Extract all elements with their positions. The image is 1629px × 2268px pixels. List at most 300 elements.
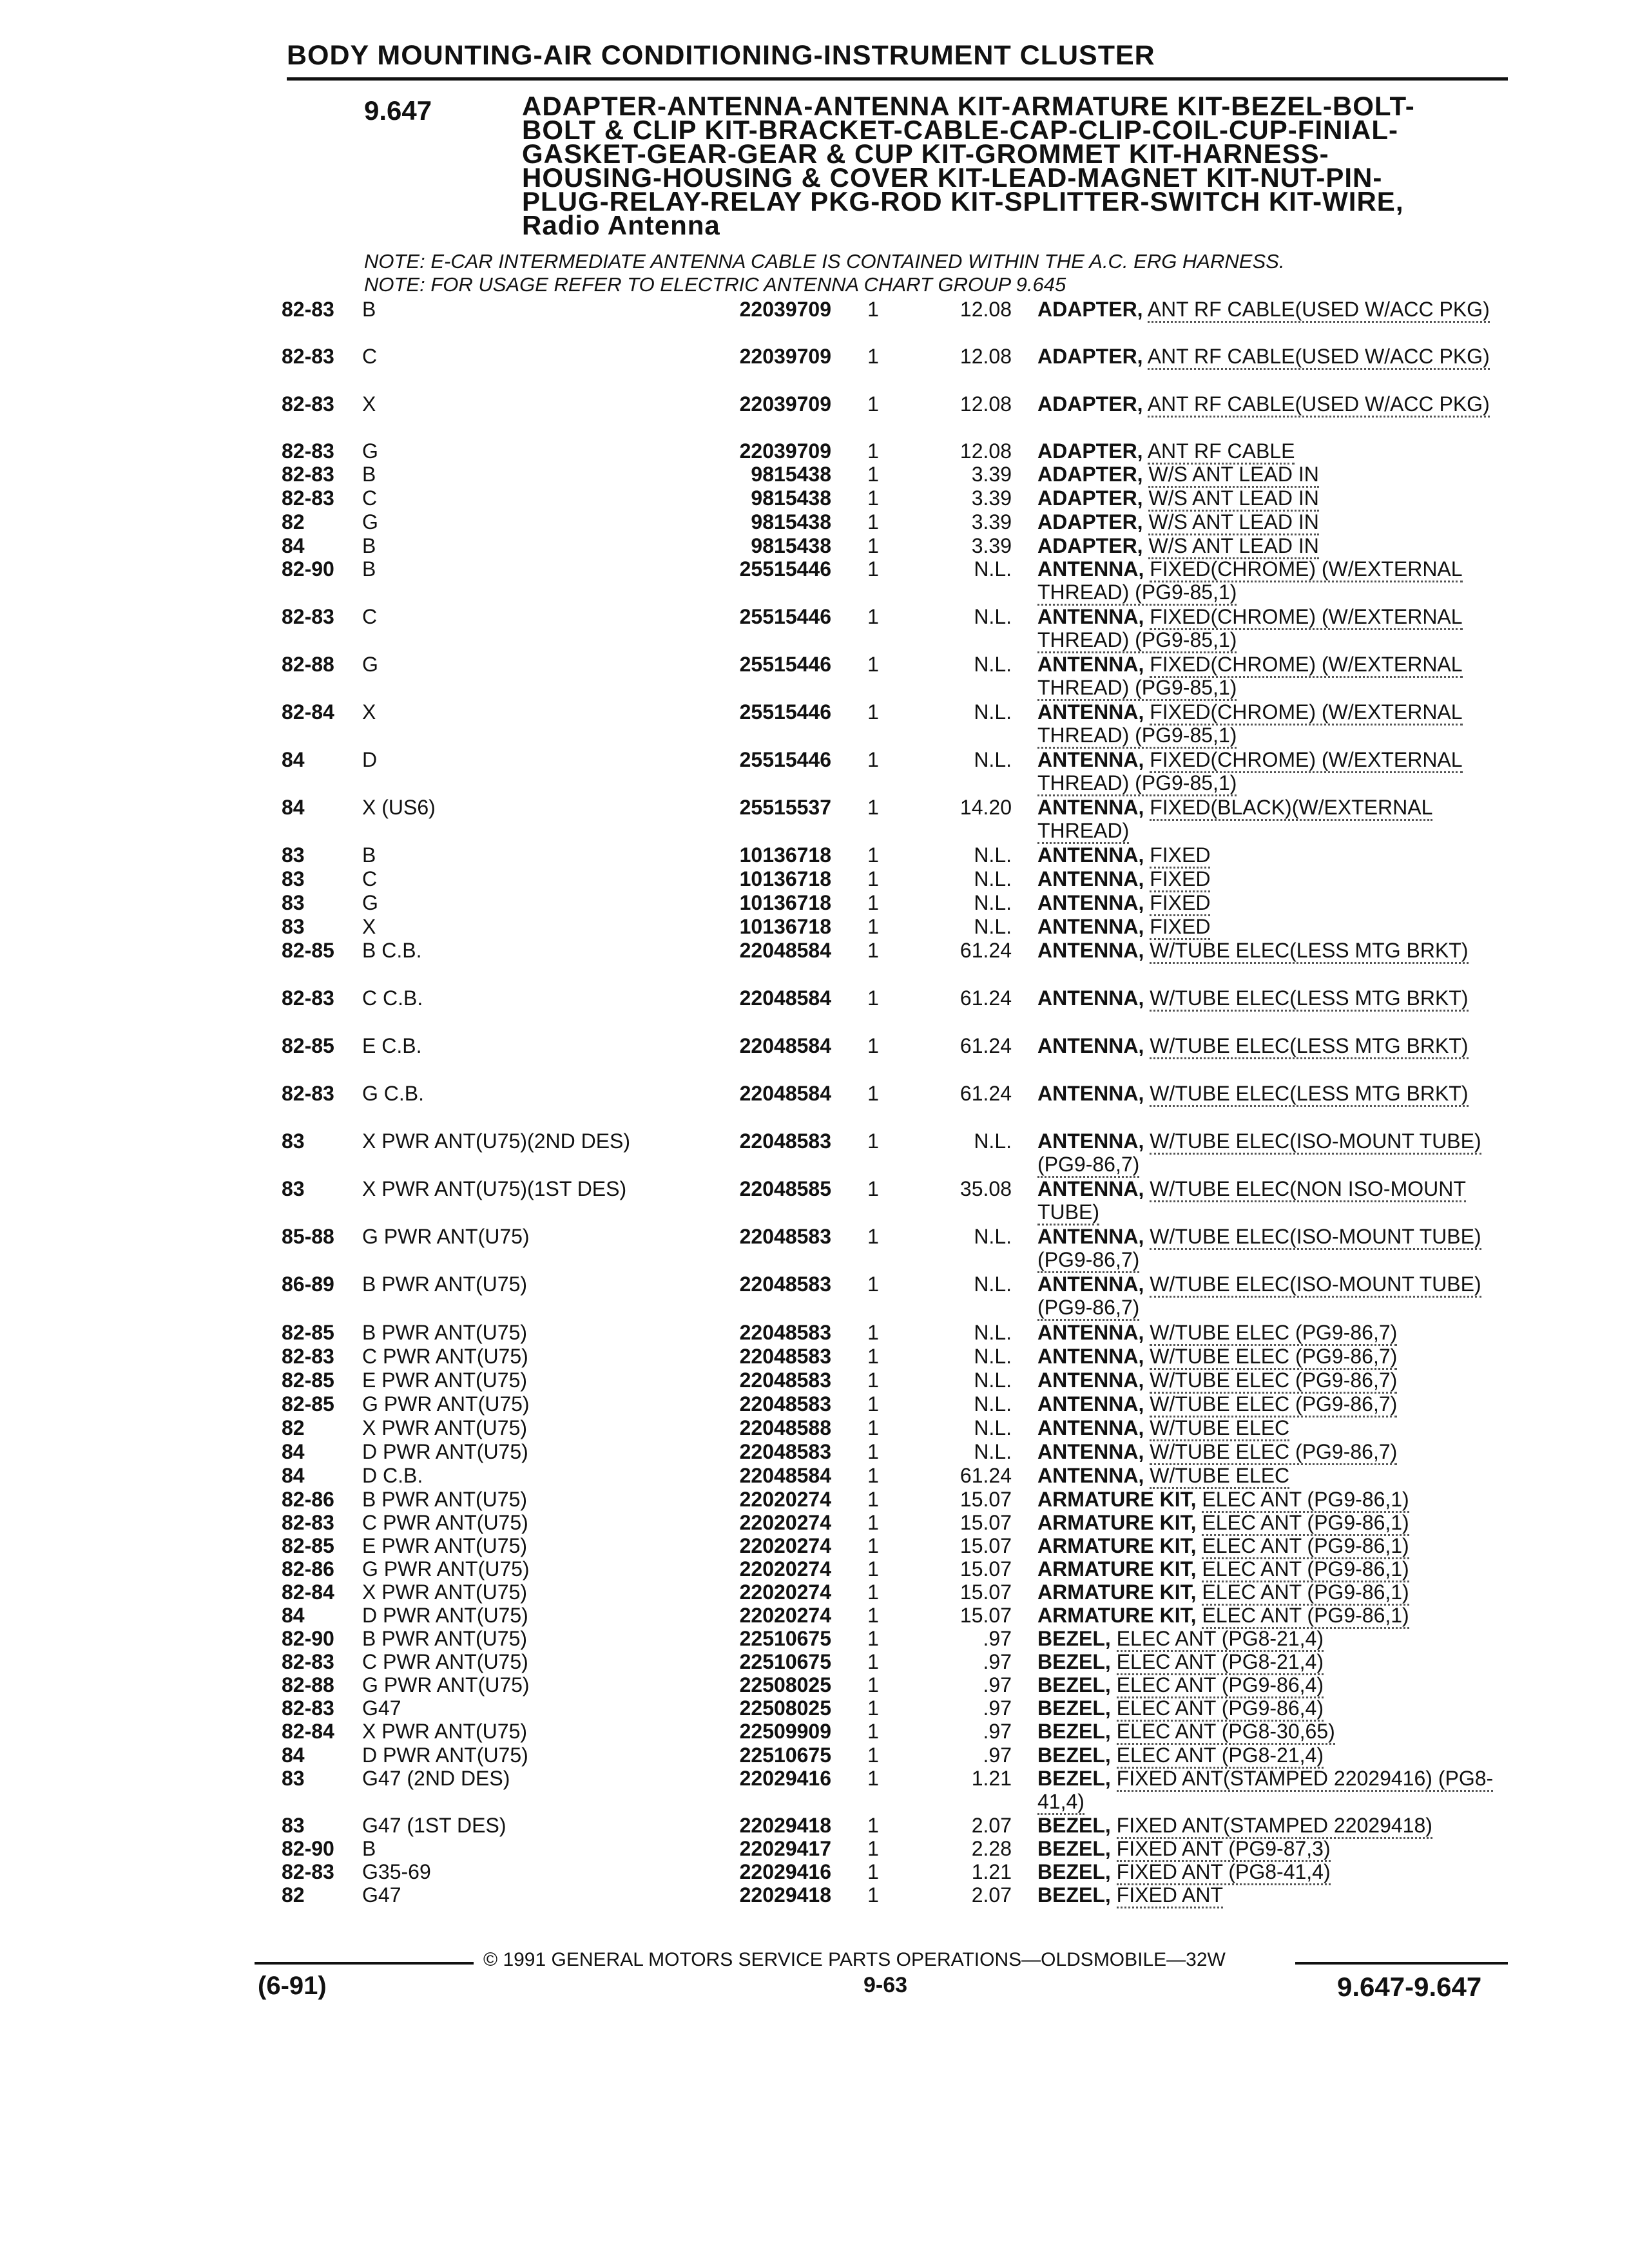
part-number: 22048584 [739,1034,831,1057]
part-number: 25515446 [739,605,831,628]
part-name: ADAPTER, [1037,463,1143,486]
page-title: BODY MOUNTING-AIR CONDITIONING-INSTRUMENT CLUSTER [287,40,1155,71]
quantity: 1 [867,1627,879,1650]
model-code: G47 [362,1883,401,1907]
table-row [0,1345,1629,1370]
price: 3.39 [971,463,1012,486]
quantity: 1 [867,1883,879,1907]
part-number: 22048584 [739,939,831,962]
table-row [0,1369,1629,1394]
price: N.L. [974,915,1012,938]
model-years: 84 [282,1744,305,1767]
part-number: 22048583 [739,1321,831,1344]
part-number: 22510675 [739,1744,831,1767]
quantity: 1 [867,486,879,510]
model-years: 82-83 [282,1511,334,1534]
quantity: 1 [867,534,879,557]
table-row [0,1814,1629,1840]
model-code: C [362,605,378,628]
part-description [1037,1345,1501,1368]
part-number: 22508025 [739,1696,831,1720]
part-description [1037,298,1501,321]
table-row [0,439,1629,465]
part-name: ADAPTER, [1037,392,1143,416]
table-row [0,653,1629,699]
part-detail: W/TUBE ELEC (PG9-86,7) [1150,1321,1397,1346]
part-name: BEZEL, [1037,1837,1111,1860]
model-code: X [362,700,376,724]
part-name: BEZEL, [1037,1673,1111,1696]
part-name: ANTENNA, [1037,1034,1144,1057]
part-number: 22048583 [739,1369,831,1392]
quantity: 1 [867,1696,879,1720]
model-years: 82-83 [282,298,334,321]
part-name: ANTENNA, [1037,891,1144,914]
price: 12.08 [959,392,1012,416]
part-name: ANTENNA, [1037,915,1144,938]
part-detail: W/TUBE ELEC (PG9-86,7) [1150,1369,1397,1394]
group-title: ADAPTER-ANTENNA-ANTENNA KIT-ARMATURE KIT-BEZEL-BOLT-BOLT & CLIP KIT-BRACKET-CABLE-CAP-CLIP-COIL-CUP-FINIAL-GASKET-GEAR-GEAR & CUP KIT-GROMMET KIT-HARNESS-HOUSING-HOUSING & COVER KIT-LEAD-MAGNET KIT-NUT-PIN-PLUG-RELAY-RELAY PKG-ROD KIT-SPLITTER-SWITCH KIT-WIRE, Radio Antenna [522,91,1415,240]
part-number: 22020274 [739,1557,831,1581]
part-detail: FIXED(CHROME) (W/EXTERNAL THREAD) (PG9-85,1) [1037,557,1463,606]
model-code: B PWR ANT(U75) [362,1321,528,1344]
quantity: 1 [867,1034,879,1057]
part-name: ANTENNA, [1037,1464,1144,1487]
part-detail: FIXED(CHROME) (W/EXTERNAL THREAD) (PG9-85,1) [1037,748,1463,796]
part-detail: FIXED [1150,891,1210,916]
model-code: G47 [362,1696,401,1720]
table-row [0,1321,1629,1347]
part-detail: W/S ANT LEAD IN [1148,463,1318,488]
part-name: ANTENNA, [1037,1225,1144,1248]
model-years: 84 [282,1464,305,1487]
part-number: 25515537 [739,796,831,819]
price: 15.07 [959,1534,1012,1557]
model-years: 84 [282,534,305,557]
price: .97 [983,1720,1012,1743]
price: 2.07 [971,1883,1012,1907]
part-description [1037,1557,1501,1581]
table-row [0,1627,1629,1653]
price: N.L. [974,1225,1012,1248]
model-code: C PWR ANT(U75) [362,1511,528,1534]
quantity: 1 [867,1464,879,1487]
price: N.L. [974,1440,1012,1463]
part-detail: W/TUBE ELEC [1150,1464,1289,1489]
part-description [1037,1720,1501,1743]
part-number: 22029416 [739,1767,831,1790]
part-number: 10136718 [739,867,831,890]
part-description [1037,915,1501,938]
part-number: 22048584 [739,1082,831,1105]
price: .97 [983,1673,1012,1696]
quantity: 1 [867,1273,879,1296]
price: N.L. [974,1273,1012,1296]
price: 12.08 [959,345,1012,368]
model-code: B [362,298,376,321]
price: 1.21 [971,1767,1012,1790]
quantity: 1 [867,867,879,890]
part-detail: W/TUBE ELEC (PG9-86,7) [1150,1440,1397,1465]
model-years: 82-83 [282,1696,334,1720]
model-years: 82-83 [282,345,334,368]
table-row [0,867,1629,893]
model-code: B [362,463,376,486]
quantity: 1 [867,1511,879,1534]
part-description [1037,557,1501,604]
part-description [1037,939,1501,962]
table-row [0,463,1629,488]
model-code: B PWR ANT(U75) [362,1488,528,1511]
part-description [1037,748,1501,794]
part-name: ARMATURE KIT, [1037,1534,1197,1557]
quantity: 1 [867,1650,879,1673]
part-number: 22020274 [739,1511,831,1534]
model-years: 84 [282,796,305,819]
model-years: 82-83 [282,439,334,463]
quantity: 1 [867,1129,879,1153]
part-number: 22509909 [739,1720,831,1743]
table-row [0,1440,1629,1466]
table-row [0,345,1629,370]
part-number: 25515446 [739,557,831,581]
part-name: ADAPTER, [1037,534,1143,557]
quantity: 1 [867,1604,879,1627]
quantity: 1 [867,557,879,581]
table-row [0,700,1629,747]
model-years: 82-90 [282,1837,334,1860]
part-name: ANTENNA, [1037,1082,1144,1105]
model-years: 83 [282,891,305,914]
part-description [1037,345,1501,368]
part-name: ANTENNA, [1037,700,1144,724]
quantity: 1 [867,796,879,819]
model-years: 82-83 [282,1650,334,1673]
part-description [1037,1650,1501,1673]
part-name: ANTENNA, [1037,939,1144,962]
model-code: X PWR ANT(U75) [362,1720,528,1743]
price: N.L. [974,1416,1012,1439]
model-code: E PWR ANT(U75) [362,1369,528,1392]
model-code: B [362,843,376,867]
part-detail: ELEC ANT (PG8-21,4) [1117,1627,1324,1652]
part-description [1037,1034,1501,1057]
price: N.L. [974,867,1012,890]
note-line: NOTE: FOR USAGE REFER TO ELECTRIC ANTENNA CHART GROUP 9.645 [364,273,1066,296]
part-description [1037,463,1501,486]
revision-date: (6-91) [258,1972,327,2000]
part-description [1037,1273,1501,1319]
part-number: 10136718 [739,843,831,867]
quantity: 1 [867,1673,879,1696]
price: 12.08 [959,298,1012,321]
part-detail: FIXED(BLACK)(W/EXTERNAL THREAD) [1037,796,1432,844]
part-name: ANTENNA, [1037,1321,1144,1344]
model-code: C [362,486,378,510]
model-code: C [362,345,378,368]
part-number: 22048583 [739,1392,831,1416]
part-detail: FIXED ANT(STAMPED 22029416) (PG8-41,4) [1037,1767,1493,1815]
table-row [0,1464,1629,1490]
part-name: ANTENNA, [1037,653,1144,676]
model-years: 82 [282,1416,305,1439]
part-detail: ELEC ANT (PG9-86,4) [1117,1673,1324,1698]
price: 1.21 [971,1860,1012,1883]
model-years: 85-88 [282,1225,334,1248]
part-description [1037,1860,1501,1883]
part-name: BEZEL, [1037,1696,1111,1720]
quantity: 1 [867,439,879,463]
model-years: 83 [282,915,305,938]
part-description [1037,1534,1501,1557]
quantity: 1 [867,298,879,321]
table-row [0,1650,1629,1676]
table-row [0,1696,1629,1722]
part-detail: ELEC ANT (PG9-86,1) [1202,1534,1409,1559]
model-years: 82-90 [282,1627,334,1650]
part-name: ARMATURE KIT, [1037,1581,1197,1604]
part-detail: ELEC ANT (PG9-86,4) [1117,1696,1324,1722]
part-description [1037,510,1501,533]
part-detail: W/TUBE ELEC (PG9-86,7) [1150,1345,1397,1370]
part-detail: W/S ANT LEAD IN [1148,510,1318,535]
part-number: 25515446 [739,748,831,771]
group-number: 9.647 [364,95,432,126]
part-detail: W/TUBE ELEC(LESS MTG BRKT) [1150,939,1468,964]
model-code: D PWR ANT(U75) [362,1440,528,1463]
price: N.L. [974,605,1012,628]
model-code: X PWR ANT(U75) [362,1416,528,1439]
part-number: 22048583 [739,1345,831,1368]
quantity: 1 [867,986,879,1010]
part-number: 22508025 [739,1673,831,1696]
quantity: 1 [867,653,879,676]
model-code: D C.B. [362,1464,423,1487]
part-description [1037,1581,1501,1604]
part-detail: FIXED [1150,843,1210,869]
model-years: 82-88 [282,1673,334,1696]
table-row [0,1720,1629,1745]
quantity: 1 [867,1321,879,1344]
model-years: 82-85 [282,1534,334,1557]
table-row [0,1534,1629,1560]
part-detail: W/S ANT LEAD IN [1148,486,1318,512]
quantity: 1 [867,1557,879,1581]
part-name: ARMATURE KIT, [1037,1511,1197,1534]
part-detail: W/TUBE ELEC(LESS MTG BRKT) [1150,1034,1468,1059]
quantity: 1 [867,915,879,938]
part-number: 22029417 [739,1837,831,1860]
part-name: ANTENNA, [1037,1440,1144,1463]
part-number: 22039709 [739,392,831,416]
model-code: B PWR ANT(U75) [362,1273,528,1296]
price: 15.07 [959,1488,1012,1511]
table-row [0,557,1629,604]
quantity: 1 [867,891,879,914]
part-description [1037,1744,1501,1767]
quantity: 1 [867,605,879,628]
quantity: 1 [867,748,879,771]
part-description [1037,653,1501,699]
part-number: 22039709 [739,439,831,463]
model-code: E PWR ANT(U75) [362,1534,528,1557]
model-years: 83 [282,1767,305,1790]
part-name: BEZEL, [1037,1814,1111,1837]
part-detail: FIXED ANT (PG8-41,4) [1117,1860,1331,1885]
price: N.L. [974,1345,1012,1368]
table-row [0,1860,1629,1886]
part-number: 22048584 [739,986,831,1010]
part-description [1037,1511,1501,1534]
part-number: 10136718 [739,891,831,914]
part-detail: FIXED ANT [1117,1883,1223,1908]
part-description [1037,1604,1501,1627]
price: N.L. [974,1392,1012,1416]
quantity: 1 [867,939,879,962]
part-detail: W/TUBE ELEC(ISO-MOUNT TUBE) (PG9-86,7) [1037,1129,1481,1178]
price: 15.07 [959,1557,1012,1581]
part-name: ANTENNA, [1037,1345,1144,1368]
model-years: 82-85 [282,1321,334,1344]
part-number: 9815438 [751,534,831,557]
part-description [1037,700,1501,747]
part-description [1037,1129,1501,1176]
price: N.L. [974,700,1012,724]
part-name: ANTENNA, [1037,1273,1144,1296]
part-description [1037,1883,1501,1907]
model-years: 82-85 [282,1392,334,1416]
price: 2.07 [971,1814,1012,1837]
part-description [1037,1673,1501,1696]
part-description [1037,796,1501,842]
part-description [1037,986,1501,1010]
quantity: 1 [867,1744,879,1767]
model-code: G [362,653,378,676]
price: 61.24 [959,1034,1012,1057]
model-years: 82-86 [282,1488,334,1511]
price: N.L. [974,843,1012,867]
quantity: 1 [867,1225,879,1248]
table-row [0,298,1629,323]
part-name: ADAPTER, [1037,486,1143,510]
quantity: 1 [867,1814,879,1837]
price: 15.07 [959,1511,1012,1534]
model-code: D [362,748,378,771]
table-row [0,392,1629,418]
model-years: 82-88 [282,653,334,676]
model-code: X [362,915,376,938]
part-description [1037,1225,1501,1271]
model-code: B PWR ANT(U75) [362,1627,528,1650]
price: N.L. [974,1369,1012,1392]
quantity: 1 [867,1767,879,1790]
table-row [0,891,1629,917]
footer-rule [255,1962,474,1965]
price: .97 [983,1744,1012,1767]
part-detail: ELEC ANT (PG9-86,1) [1202,1511,1409,1536]
part-name: BEZEL, [1037,1744,1111,1767]
table-row [0,1225,1629,1271]
price: 15.07 [959,1604,1012,1627]
quantity: 1 [867,700,879,724]
model-code: X PWR ANT(U75) [362,1581,528,1604]
model-code: G [362,439,378,463]
part-number: 22048588 [739,1416,831,1439]
part-name: ANTENNA, [1037,1416,1144,1439]
table-row [0,1129,1629,1176]
model-years: 82-83 [282,1345,334,1368]
quantity: 1 [867,463,879,486]
price: 61.24 [959,986,1012,1010]
part-detail: ELEC ANT (PG8-21,4) [1117,1650,1324,1675]
part-name: ARMATURE KIT, [1037,1557,1197,1581]
model-years: 82-83 [282,463,334,486]
price: N.L. [974,1129,1012,1153]
model-code: G35-69 [362,1860,431,1883]
model-code: B [362,557,376,581]
part-detail: W/TUBE ELEC(ISO-MOUNT TUBE) (PG9-86,7) [1037,1273,1481,1321]
price: 3.39 [971,486,1012,510]
part-detail: ELEC ANT (PG8-21,4) [1117,1744,1324,1769]
part-number: 22029416 [739,1860,831,1883]
part-detail: W/TUBE ELEC [1150,1416,1289,1441]
model-code: C PWR ANT(U75) [362,1345,528,1368]
table-row [0,986,1629,1012]
part-number: 22020274 [739,1488,831,1511]
part-detail: W/TUBE ELEC(ISO-MOUNT TUBE) (PG9-86,7) [1037,1225,1481,1273]
model-code: G [362,510,378,533]
table-row [0,1416,1629,1442]
price: 15.07 [959,1581,1012,1604]
part-description [1037,1627,1501,1650]
part-name: BEZEL, [1037,1650,1111,1673]
table-row [0,1744,1629,1769]
part-number: 22039709 [739,298,831,321]
price: .97 [983,1696,1012,1720]
quantity: 1 [867,843,879,867]
part-number: 22048583 [739,1440,831,1463]
part-number: 9815438 [751,510,831,533]
part-name: BEZEL, [1037,1883,1111,1907]
price: N.L. [974,1321,1012,1344]
part-description [1037,1321,1501,1344]
part-description [1037,1837,1501,1860]
part-name: ARMATURE KIT, [1037,1488,1197,1511]
part-name: ANTENNA, [1037,843,1144,867]
table-row [0,605,1629,651]
part-number: 10136718 [739,915,831,938]
quantity: 1 [867,1369,879,1392]
part-name: ADAPTER, [1037,510,1143,533]
table-row [0,1082,1629,1108]
part-description [1037,1440,1501,1463]
part-detail: ELEC ANT (PG9-86,1) [1202,1557,1409,1582]
table-row [0,1034,1629,1060]
note-line: NOTE: E-CAR INTERMEDIATE ANTENNA CABLE IS CONTAINED WITHIN THE A.C. ERG HARNESS. [364,250,1285,273]
model-years: 86-89 [282,1273,334,1296]
part-description [1037,1416,1501,1439]
model-years: 82-85 [282,1369,334,1392]
model-years: 82 [282,1883,305,1907]
part-description [1037,1814,1501,1837]
model-years: 82-85 [282,1034,334,1057]
quantity: 1 [867,1082,879,1105]
quantity: 1 [867,1440,879,1463]
price: 14.20 [959,796,1012,819]
table-row [0,1767,1629,1813]
part-detail: W/TUBE ELEC (PG9-86,7) [1150,1392,1397,1418]
table-row [0,1511,1629,1537]
